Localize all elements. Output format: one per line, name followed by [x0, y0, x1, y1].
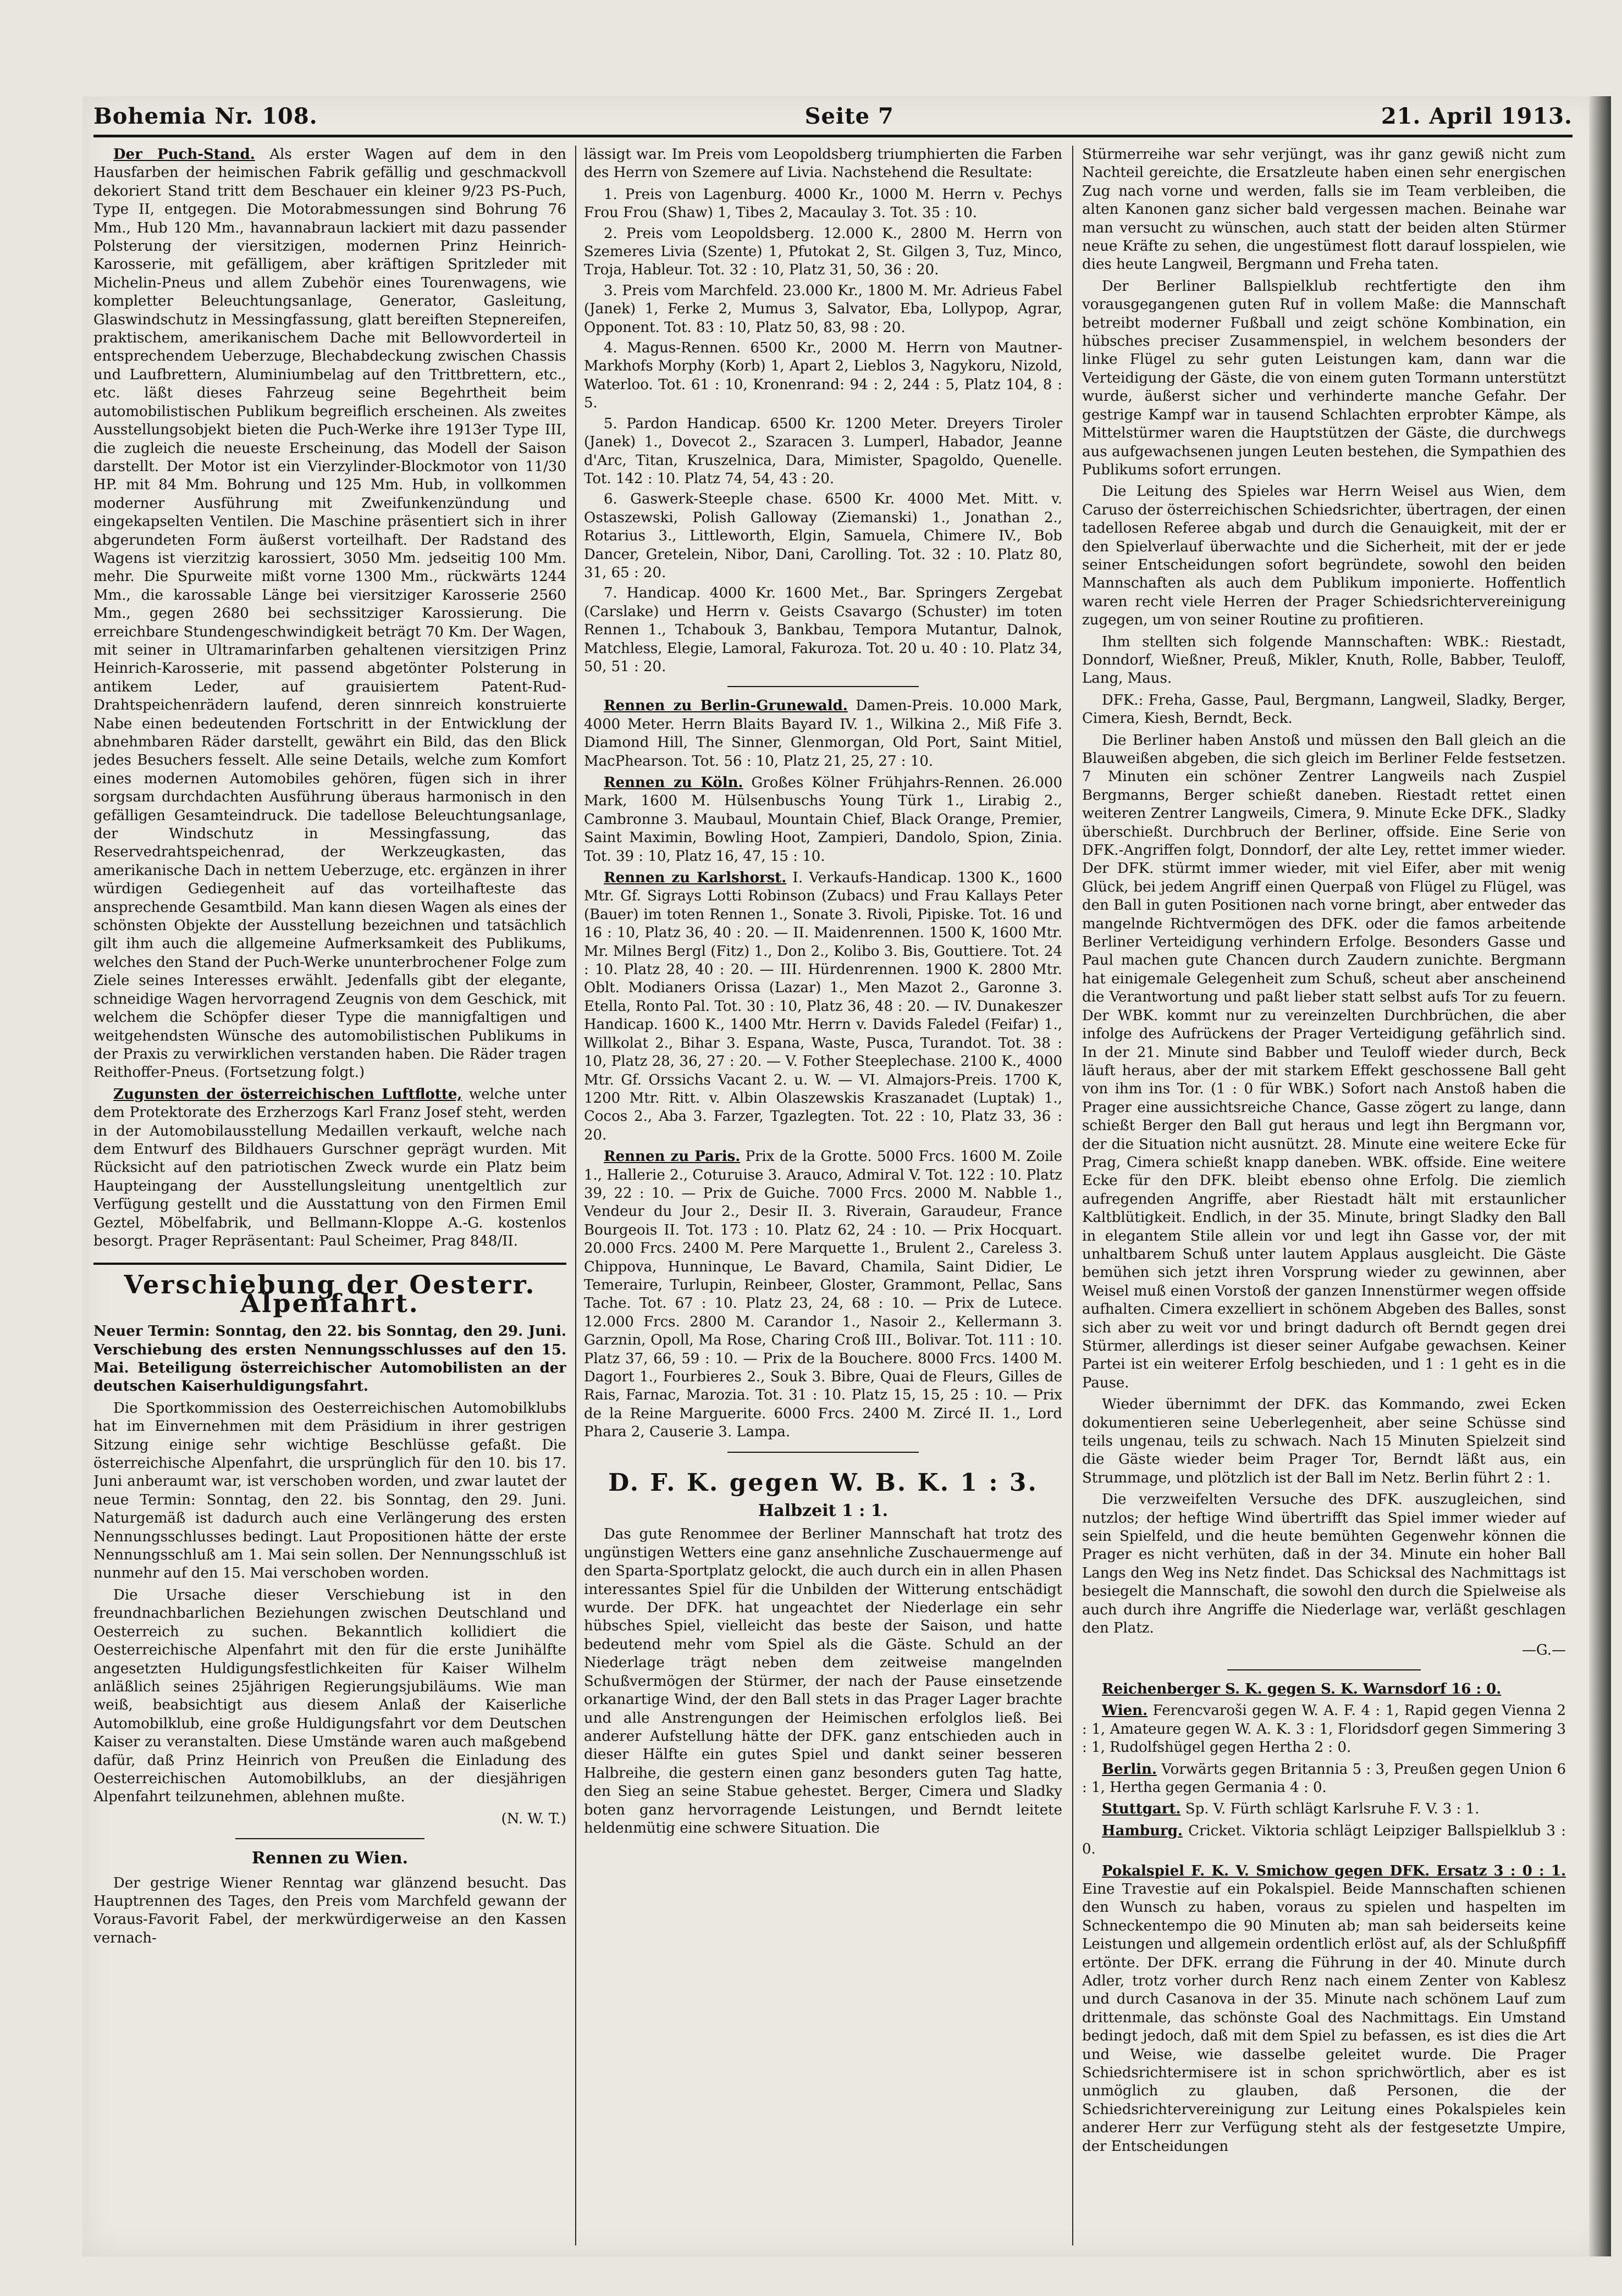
- alpenfahrt-paragraph: Die Sportkommission des Oesterreichischen Automobilklubs hat im Einvernehmen mit dem Präsidium in ihrer gestrigen Sitzung einige sehr wichtige Beschlüsse gefaßt. Die österreichische Alpenfahrt, die ursprünglich für den 10. bis 17. Juni anberaumt war, ist verschoben worden, und zwar lautet der neue Termin: Sonntag, den 22. bis Sonntag, den 29. Juni. Naturgemäß ist dadurch auch eine Verlängerung des ersten Nennungsschlusses bedingt. Laut Propositionen hätte der erste Nennungsschluß am 1. Mai sein sollen. Der Nennungsschluß ist nunmehr auf den 15. Mai verschoben worden.: [93, 1399, 566, 1582]
- result-body: Ferencvaroši gegen W. A. F. 4 : 1, Rapid gegen Vienna 2 : 1, Amateure gegen W. A. K. 3 : 1, Floridsdorf gegen Simmering 3 : 1, Rudolfshügel gegen Hertha 2 : 0.: [1082, 1702, 1566, 1756]
- result-kicker: Wien.: [1102, 1702, 1148, 1719]
- match-report: Das gute Renommee der Berliner Mannschaft hat trotz des ungünstigen Wetters eine ganz ansehnliche Zuschauermenge auf den Sparta-Sportplatz gelockt, die auch durch ein in allen Phasen interessantes Spiel für die Unbilden der Witterung entschädigt wurde. Der DFK. hat ungeachtet der Niederlage ein sehr hübsches Spiel, vielleicht das beste der Saison, und hatte bedeutend mehr vom Spiel als die Gäste. Schuld an der Niederlage trägt neben dem zeitweise mangelnden Schußvermögen der Stürmer, der nach der Pause einsetzende orkanartige Wind, der den Ball stets in das Prager Lager brachte und alle Anstrengungen der Heimischen erfolglos ließ. Bei anderer Aufstellung hätte der DFK. ganz entschieden auch in dieser Hälfte ein gutes Spiel und dankt seiner besseren Halbreihe, die gestern einen ganz besonders guten Tag hatte, den Sieg an seine Stabue gehestet. Berger, Cimera und Sladky boten ganz hervorragende Leistungen, und Berndt leitete heldenmütig eine schwere Situation. Die: [584, 1526, 1062, 1836]
- result-reichenberg: [1082, 1680, 1566, 1699]
- result-body: Eine Travestie auf ein Pokalspiel. Beide Mannschaften schienen den Wunsch zu haben, voraus zu spielen und haspelten im Schneckentempo die 90 Minuten ab; man sah beiderseits keine Leistungen und allgemein ordentlich erlöst auf, als der Schlußpfiff ertönte. Der DFK. errang die Führung in der 40. Minute durch Adler, trotz vorher durch Renz nach einem Zenter von Kablesz und durch Casanova in der 35. Minute nach schönem Lauf zum drittenmale, das schönste Goal des Nachmittags. Ein Umstand bedingt jedoch, daß mit dem Spiel zu befassen, es ist dies die Art und Weise, wie dasselbe geleitet wurde. Die Prager Schiedsrichtermisere ist in schon sprichwörtlich, aber es ist unmöglich zu glauben, daß Personen, die der Schiedsrichtervereinigung zur Leitung eines Pokalspieles kein anderer Herr zur Verfügung steht als der festgesetzte Umpire, der Entscheidungen: [1082, 1880, 1566, 2155]
- report-body: Prix de la Grotte. 5000 Frcs. 1600 M. Zoile 1., Hallerie 2., Coturuise 3. Arauco, Admiral V. Tot. 122 : 10. Platz 39, 22 : 10. — Prix de Guiche. 7000 Frcs. 2000 M. Nabble 1., Vendeur du Jour 2., Desir II. 3. Riverain, Garaudeur, France Bourgeois II. Tot. 173 : 10. Platz 62, 24 : 10. — Prix Hocquart. 20.000 Frcs. 2400 M. Pere Marquette 1., Brulent 2., Careless 3. Chippova, Hunninque, Le Bavard, Chamila, Saint Didier, Le Temeraire, Turlupin, Reinbeer, Gloster, Grammont, Pellac, Sans Tache. Tot. 67 : 10. Platz 23, 24, 68 : 10. — Prix de Lutece. 12.000 Frcs. 2800 M. Carandor 1., Nasoir 2., Kellermann 3. Garznin, Opoll, Ma Rose, Charing Croß III., Bolivar. Tot. 111 : 10. Platz 37, 66, 59 : 10. — Prix de la Bouchere. 8000 Frcs. 1400 M. Dagort 1., Fourbieres 2., Souk 3. Bibre, Quai de Fleurs, Gilles de Rais, Farnac, Marozia. Tot. 31 : 10. Platz 15, 15, 25 : 10. — Prix de la Reine Marguerite. 6000 Frcs. 2400 M. Zircé II. 1., Lord Phara 2, Causerie 3. Lampa.: [584, 1148, 1062, 1441]
- race-result: 4. Magus-Rennen. 6500 Kr., 2000 M. Herrn von Mautner-Markhofs Morphy (Korb) 1, Apart 2, Lieblos 3, Nagykoru, Nizold, Waterloo. Tot. 61 : 10, Kronenrand: 94 : 2, 244 : 5, Platz 104, 8 : 5.: [584, 340, 1062, 412]
- alpenfahrt-intro: Neuer Termin: Sonntag, den 22. bis Sonntag, den 29. Juni. Verschiebung des ersten Nennungsschlusses auf den 15. Mai. Beteiligung österreichischer Automobilisten an der deutschen Kaiserhuldigungsfahrt.: [93, 1323, 566, 1395]
- article-kicker: Der Puch-Stand.: [113, 146, 255, 163]
- article-kicker: Zugunsten der österreichischen Luftflotte,: [113, 1086, 462, 1103]
- column-divider: [575, 146, 576, 2245]
- publication-issue: Bohemia Nr. 108.: [93, 103, 318, 129]
- race-report-karlshorst: [584, 869, 1062, 1144]
- result-stuttgart: [1082, 1800, 1566, 1818]
- separator: [1227, 1669, 1421, 1670]
- race-report-koeln: [584, 774, 1062, 866]
- report-body: Damen-Preis. 10.000 Mark, 4000 Meter. Herrn Blaits Bayard IV. 1., Wilkina 2., Miß Fife 3. Diamond Hill, The Sinner, Glenmorgan, Old Port, Saint Mitiel, MacPhearson. Tot. 56 : 10, Platz 21, 25, 27 : 10.: [584, 698, 1062, 770]
- rennen-wien-paragraph: Der gestrige Wiener Renntag war glänzend besucht. Das Hauptrennen des Tages, den Preis vom Marchfeld gewann der Voraus-Favorit Fabel, der merkwürdigerweise an den Kassen vernach-: [93, 1874, 566, 1946]
- alpenfahrt-paragraph: Die Ursache dieser Verschiebung ist in den freundnachbarlichen Beziehungen zwischen Deutschland und Oesterreich zu suchen. Bekanntlich kollidiert die Oesterreichische Alpenfahrt mit den für die erste Junihälfte angesetzten Huldigungsfestlichkeiten für Kaiser Wilhelm anläßlich seines 25jährigen Regierungsjubiläums. Wie man weiß, beabsichtigt aus diesem Anlaß der Kaiserliche Automobilklub, eine große Huldigungsfahrt vor dem Deutschen Kaiser zu veranstalten. Diese Umstände waren auch maßgebend dafür, daß Prinz Heinrich von Preußen die Einladung des Oesterreichischen Automobilklubs, an der diesjährigen Alpenfahrt teilzunehmen, ablehnen mußte.: [93, 1586, 566, 1806]
- column-middle: [584, 146, 1062, 2245]
- article-puch-stand: [93, 146, 566, 1082]
- article-body: welche unter dem Protektorate des Erzherzogs Karl Franz Josef steht, werden in der Automobilausstellung Medaillen verkauft, welche nach dem Entwurf des Bildhauers Gurschner geprägt wurden. Mit Rücksicht auf den patriotischen Zweck wurde ein Platz beim Haupteingang der Ausstellungsleitung unentgeltlich zur Verfügung gestellt und die Ausstattung von den Firmen Emil Geztel, Möbelfabrik, und Bellmann-Kloppe A.-G. kostenlos besorgt. Prager Repräsentant: Paul Scheimer, Prag 848/II.: [93, 1086, 566, 1249]
- article-body: Als erster Wagen auf dem in den Hausfarben der heimischen Fabrik gefällig und geschmackvoll dekoriert Stand tritt dem Beschauer ein kleiner 9/23 PS-Puch, Type II, entgegen. Die Motorabmessungen sind Bohrung 76 Mm., Hub 120 Mm., havannabraun lackiert mit dazu passender Polsterung der viersitzigen, modernen Prinz Heinrich-Karosserie, mit gefälligem, aber kräftigen Spritzleder mit Michelin-Pneus und allem Zubehör eines Tourenwagens, wie kompletter Beleuchtungsanlage, Generator, Gasleitung, Glaswindschutz in Messingfassung, glatt bereiften Stepnereifen, praktischem, amerikanischem Dache mit Bellowvorderteil in entsprechendem Ueberzuge, Blechabdeckung zwischen Chassis und Laufbrettern, Aluminiumbelag auf den Trittbrettern, etc., etc. läßt dieses Fahrzeug seine Begehrtheit beim automobilistischen Publikum begreiflich erscheinen. Als zweites Ausstellungsobjekt bieten die Puch-Werke ihre 1913er Type III, die zugleich die neueste Erscheinung, das Modell der Saison darstellt. Der Motor ist ein Vierzylinder-Blockmotor von 11/30 HP. mit 84 Mm. Bohrung und 125 Mm. Hub, in vollkommen moderner Ausführung mit Zweifunkenzündung und eingekapselten Ventilen. Die Maschine präsentiert sich in ihrer abgerundeten Form äußerst vorteilhaft. Der Radstand des Wagens ist vierzitzig karossiert, 3050 Mm. jedseitig 100 Mm. mehr. Die Spurweite mißt vorne 1300 Mm., rückwärts 1244 Mm., die karossable Länge bei viersitziger Karosserie 2560 Mm., gegen 2680 bei sechssitziger Karossierung. Die erreichbare Stundengeschwindigkeit beträgt 70 Km. Der Wagen, mit seiner in Ultramarinfarben gehaltenen viersitzigen Prinz Heinrich-Karosserie, mit passend abgetönter Polsterung in antikem Leder, auf grauisiertem Patent-Rud-Drahtspeichenrädern laufend, deren sinnreich konstruierte Nabe einen bedeutenden Fortschritt in der Entwicklung der abnehmbaren Räder darstellt, gewährt ein Bild, das den Blick jedes Besuchers fesselt. Alle seine Details, welche zum Komfort eines modernen Automobiles gehören, fügen sich in ihrer sorgsam durchdachten Ausführung überaus harmonisch in den gefälligen Gesamteindruck. Die tadellose Beleuchtungsanlage, der Windschutz in Messingfassung, das Reservedrahtspeichenrad, der Werkzeugkasten, das amerikanische Dach in nettem Ueberzuge, etc. ergänzen in ihrer würdigen Gediegenheit auf das vorteilhafteste das ansprechende Gesamtbild. Man kann diesen Wagen als eines der schönsten Objekte der Ausstellung bezeichnen und tatsächlich gilt ihm auch die allgemeine Aufmerksamkeit des Publikums, welches den Stand der Puch-Werke ununterbrochener Folge zum Ziele seines Interesses erwählt. Jedenfalls gibt der elegante, schneidige Wagen hervorragend Zeugnis von dem Geschick, mit welchem die Schöpfer dieser Type die mannigfaltigen und weitgehendsten Wünsche des automobilistischen Publikums in der Praxis zu verwirklichen verstanden haben. Die Räder tragen Reithoffer-Pneus.: [93, 146, 566, 1081]
- result-kicker: Berlin.: [1102, 1761, 1157, 1778]
- section-title-alpenfahrt: Verschiebung der Oesterr. Alpenfahrt.: [93, 1263, 566, 1313]
- race-intro: lässigt war. Im Preis vom Leopoldsberg triumphierten die Farben des Herrn von Szemere auf Livia. Nachstehend die Resultate:: [584, 146, 1062, 181]
- result-hamburg: [1082, 1822, 1566, 1859]
- report-kicker: Rennen zu Karlshorst.: [604, 870, 787, 887]
- race-report-paris: [584, 1148, 1062, 1442]
- result-kicker: Stuttgart.: [1102, 1801, 1181, 1818]
- report-kicker: Rennen zu Paris.: [604, 1148, 741, 1165]
- report-body: I. Verkaufs-Handicap. 1300 K., 1600 Mtr. Gf. Sigrays Lotti Robinson (Zubacs) und Frau Kallays Peter (Bauer) im toten Rennen 1., Sonate 3. Rivoli, Pipiske. Tot. 16 und 16 : 10, Platz 36, 40 : 20. — II. Maidenrennen. 1500 K, 1600 Mtr. Mr. Milnes Bergl (Fitz) 1., Don 2., Kolibo 3. Bis, Gouttiere. Tot. 24 : 10. Platz 28, 40 : 20. — III. Hürdenrennen. 1900 K. 2800 Mtr. Oblt. Modianers Orissa (Lazar) 1., Men Mazot 2., Garonne 3. Etella, Ronto Pal. Tot. 30 : 10, Platz 36, 48 : 20. — IV. Dunakeszer Handicap. 1600 K., 1400 Mtr. Herrn v. Davids Faledel (Feifar) 1., Willkolat 2., Bihar 3. Espana, Waste, Pusca, Turandot. Tot. 38 : 10, Platz 28, 36, 27 : 20. — V. Fother Steeplechase. 2100 K., 4000 Mtr. Gf. Orssichs Vacant 2. u. W. — VI. Almajors-Preis. 1700 K, 1200 Mtr. Ritt. v. Albin Olaszewskis Kraszanadet (Luptak) 1., Cocos 2., Aba 3. Farzer, Tgazlegten. Tot. 22 : 10, Platz 33, 36 : 20.: [584, 870, 1062, 1143]
- match-report-paragraph: Wieder übernimmt der DFK. das Kommando, zwei Ecken dokumentieren seine Ueberlegenheit, aber seine Schüsse sind teils ungenau, teils zu schwach. Nach 15 Minuten Spielzeit sind die Gäste wieder beim Prager Tor, Berndt läßt aus, ein Strummage, und plötzlich ist der Ball im Netz. Berlin führt 2 : 1.: [1082, 1396, 1566, 1486]
- result-kicker: Hamburg.: [1102, 1822, 1183, 1839]
- column-right: [1082, 146, 1566, 2245]
- report-kicker: Rennen zu Köln.: [604, 774, 743, 791]
- header-rule: [93, 135, 1573, 137]
- article-signature: (N. W. T.): [501, 1810, 566, 1827]
- column-divider: [1072, 146, 1073, 2245]
- match-report-cont: Stürmerreihe war sehr verjüngt, was ihr ganz gewiß nicht zum Nachteil gereichte, die Ersatzleute haben einen sehr energischen Zug nach vorne und werden, falls sie im Team verbleiben, die alten Kanonen ganz sicher bald vergessen machen. Beinahe war man versucht zu wünschen, auch statt der beiden alten Stürmer neue Kräfte zu sehen, die ungestümest flott darauf losspielen, wie dies heute Langweil, Bergmann und Freha taten.: [1082, 146, 1566, 273]
- result-kicker: Reichenberger S. K. gegen S. K. Warnsdorf 16 : 0.: [1102, 1680, 1502, 1697]
- result-berlin: [1082, 1761, 1566, 1797]
- race-result: 1. Preis von Lagenburg. 4000 Kr., 1000 M. Herrn v. Pechys Frou Frou (Shaw) 1, Tibes 2, Macaulay 3. Tot. 35 : 10.: [584, 186, 1062, 222]
- race-report-berlin: [584, 697, 1062, 771]
- page-number: Seite 7: [804, 103, 894, 129]
- race-result: 3. Preis vom Marchfeld. 23.000 Kr., 1800 M. Mr. Adrieus Fabel (Janek) 1, Ferke 2, Mumus 3, Salvator, Eba, Lollypop, Agrar, Opponent. Tot. 83 : 10, Platz 50, 83, 98 : 20.: [584, 282, 1062, 336]
- page-header: [93, 101, 1573, 131]
- match-report-paragraph: Die verzweifelten Versuche des DFK. auszugleichen, sind nutzlos; der heftige Wind übertrifft das Spiel immer wieder auf sein Spielfeld, und die heute bemühten Gegenwehr können die Prager es nicht verhüten, daß in der 34. Minute ein hoher Ball Langs den Weg ins Netz findet. Das Schicksal des Nachmittags ist besiegelt die Mannschaft, die sowohl den durch die Spielweise als auch durch ihre Angriffe die Niederlage war, verläßt geschlagen den Platz.: [1082, 1491, 1566, 1637]
- publication-date: 21. April 1913.: [1381, 103, 1573, 129]
- result-pokalspiel: [1082, 1862, 1566, 2156]
- report-kicker: Rennen zu Berlin-Grunewald.: [604, 698, 848, 715]
- race-result: 6. Gaswerk-Steeple chase. 6500 Kr. 4000 Met. Mitt. v. Ostaszewski, Polish Galloway (Ziemanski) 1., Jonathan 2., Rotarius 3., Littleworth, Elgin, Samuela, Chimere IV., Bob Dancer, Gretelein, Nibor, Dani, Carolling. Tot. 32 : 10. Platz 80, 31, 65 : 20.: [584, 491, 1062, 581]
- match-report-paragraph: Die Leitung des Spieles war Herrn Weisel aus Wien, dem Caruso der österreichischen Schiedsrichter, übertragen, der einen tadellosen Referee abgab und durch die Genauigkeit, mit der er den Spielverlauf überwachte und die Sicherheit, mit der er jede seiner Entscheidungen sofort begründete, sowohl den beiden Mannschaften als auch dem Publikum imponierte. Hoffentlich waren recht viele Herren der Prager Schiedsrichtervereinigung zugegen, um von seiner Routine zu profitieren.: [1082, 483, 1566, 629]
- continuation-note: (Fortsetzung folgt.): [224, 1064, 365, 1081]
- separator: [727, 686, 919, 687]
- result-kicker: Pokalspiel F. K. V. Smichow gegen DFK. Ersatz 3 : 0 : 1.: [1102, 1862, 1566, 1879]
- match-title: D. F. K. gegen W. B. K. 1 : 3.: [608, 1468, 1038, 1497]
- newspaper-page: [82, 96, 1611, 2256]
- page-binding-edge: [1589, 96, 1611, 2256]
- lineup-dfk: DFK.: Freha, Gasse, Paul, Bergmann, Langweil, Sladky, Berger, Cimera, Kiesh, Berndt, Beck.: [1082, 691, 1566, 727]
- race-result: 2. Preis vom Leopoldsberg. 12.000 K., 2800 M. Herrn von Szemeres Livia (Szente) 1, Pfutokat 2, St. Gilgen 3, Tuz, Minco, Troja, Hableur. Tot. 32 : 10, Platz 31, 50, 36 : 20.: [584, 225, 1062, 279]
- race-result: 7. Handicap. 4000 Kr. 1600 Met., Bar. Springers Zergebat (Carslake) und Herrn v. Geists Csavargo (Schuster) im toten Rennen 1., Tchabouk 3, Bankbau, Tempora Mutantur, Dalnok, Matchless, Elegie, Lamoral, Fakuroza. Tot. 20 u. 40 : 10. Platz 34, 50, 51 : 20.: [584, 585, 1062, 675]
- result-body: Sp. V. Fürth schlägt Karlsruhe F. V. 3 : 1.: [1185, 1801, 1480, 1818]
- race-result: 5. Pardon Handicap. 6500 Kr. 1200 Meter. Dreyers Tiroler (Janek) 1., Dovecot 2., Szaracen 3. Lumperl, Habador, Jeanne d'Arc, Titan, Kruszelnica, Dara, Mimister, Spagoldo, Quenelle. Tot. 142 : 10. Platz 74, 54, 43 : 20.: [584, 415, 1062, 487]
- match-halftime: Halbzeit 1 : 1.: [758, 1501, 889, 1521]
- result-body: Cricket. Viktoria schlägt Leipziger Ballspielklub 3 : 0.: [1082, 1822, 1566, 1858]
- result-wien: [1082, 1702, 1566, 1757]
- article-signature: —G.—: [1521, 1641, 1566, 1658]
- section-title-rennen-wien: Rennen zu Wien.: [251, 1849, 409, 1868]
- lineup-wbk: Ihm stellten sich folgende Mannschaften: WBK.: Riestadt, Donndorf, Wießner, Preuß, Mikler, Knuth, Rolle, Babber, Teuloff, Lang, Maus.: [1082, 633, 1566, 687]
- separator: [727, 1452, 919, 1453]
- report-body: Großes Kölner Frühjahrs-Rennen. 26.000 Mark, 1600 M. Hülsenbuschs Young Türk 1., Lirabig 2., Cambronne 3. Maubaul, Mountain Chief, Black Orange, Premier, Saint Maximin, Bowling Hoot, Zampieri, Dandolo, Spion, Zinia. Tot. 39 : 10, Platz 16, 47, 15 : 10.: [584, 774, 1062, 865]
- separator: [235, 1838, 424, 1839]
- result-body: Vorwärts gegen Britannia 5 : 3, Preußen gegen Union 6 : 1, Hertha gegen Germania 4 : 0.: [1082, 1761, 1566, 1796]
- article-luftflotte: [93, 1086, 566, 1251]
- match-report-paragraph: Der Berliner Ballspielklub rechtfertigte den ihm vorausgegangenen guten Ruf in vollem Maße: die Mannschaft betreibt moderner Fußball und zeigt schöne Kombination, ein hübsches preciser Zusammenspiel, in welchem besonders der linke Flügel zu sehr guten Leistungen kam, dann war die Verteidigung der Gäste, die von einem guten Tormann unterstützt wurde, äußerst sicher und verhinderte manche Gefahr. Der gestrige Kampf war in tausend Schlachten erprobter Kämpe, als Mittelstürmer waren die Hauptstützen der Gäste, die durchwegs aus aufgewachsenen jungen Leuten bestehen, die Sympathien des Publikums sofort errungen.: [1082, 278, 1566, 478]
- column-left: [93, 146, 566, 2245]
- match-report-paragraph: Die Berliner haben Anstoß und müssen den Ball gleich an die Blauweißen abgeben, die sich gleich im Berliner Felde festsetzen. 7 Minuten ein schöner Zentrer Langweils nach Zuspiel Bergmanns, Berger schießt daneben. Riestadt rettet einen weiteren Zentrer Langweils, Cimera, 9. Minute Ecke DFK., Sladky überschießt. Durchbruch der Berliner, offside. Eine Serie von DFK.-Angriffen folgt, Donndorf, der alte Ley, rettet immer wieder. Der DFK. stürmt immer wieder, mit viel Eifer, aber mit wenig Glück, bei jedem Angriff einen Querpaß von Flügel zu Flügel, was den Ball in guten Positionen nach vorne bringt, aber entweder das mangelnde Richtvermögen des DFK. oder die famos arbeitende Berliner Verteidigung verhindern Erfolge. Besonders Gasse und Paul machen gute Chancen durch Zaudern zunichte. Bergmann hat einigemale Gelegenheit zum Schuß, scheut aber anscheinend die Verantwortung und paßt lieber statt selbst aufs Tor zu feuern. Der WBK. kommt nur zu vereinzelten Durchbrüchen, die aber infolge des Aufrückens der Prager Verteidigung gefährlich sind. In der 21. Minute sind Babber und Teuloff wieder durch, Beck läuft heraus, aber der mit starkem Effekt geschossene Ball geht von ihm ins Tor. (1 : 0 für WBK.) Sofort nach Anstoß haben die Prager eine aussichtsreiche Chance, Gasse zögert zu lange, dann schießt Berger den Ball gut heraus und legt ihn Bergmann vor, der die Situation nicht ausnützt. 28. Minute eine weitere Ecke für Prag, Cimera schießt knapp daneben. WBK. offside. Eine weitere Ecke für den DFK. bleibt ebenso ohne Erfolg. Die ziemlich aufregenden Angriffe, aber Riestadt hält mit erstaunlicher Kaltblütigkeit. Endlich, in der 35. Minute, bringt Sladky den Ball in elegantem Stile allein vor und legt ihn Gasse vor, der mit unhaltbarem Schuß unter lautem Applaus ausgleicht. Die Gäste bemühen sich jetzt ihren Vorsprung wieder zu gewinnen, aber Weisel muß einen Vorstoß der ganzen Innenstürmer wegen offside aufhalten. Cimera exzelliert in schönem Abgeben des Balles, sonst sich aber zu weit vor und bringt dadurch oft Berndt gegen drei Stürmer, allerdings ist dieser seiner Aufgabe gewachsen. Keiner Partei ist ein weiterer Erfolg beschieden, und 1 : 1 geht es in die Pause.: [1082, 732, 1566, 1391]
